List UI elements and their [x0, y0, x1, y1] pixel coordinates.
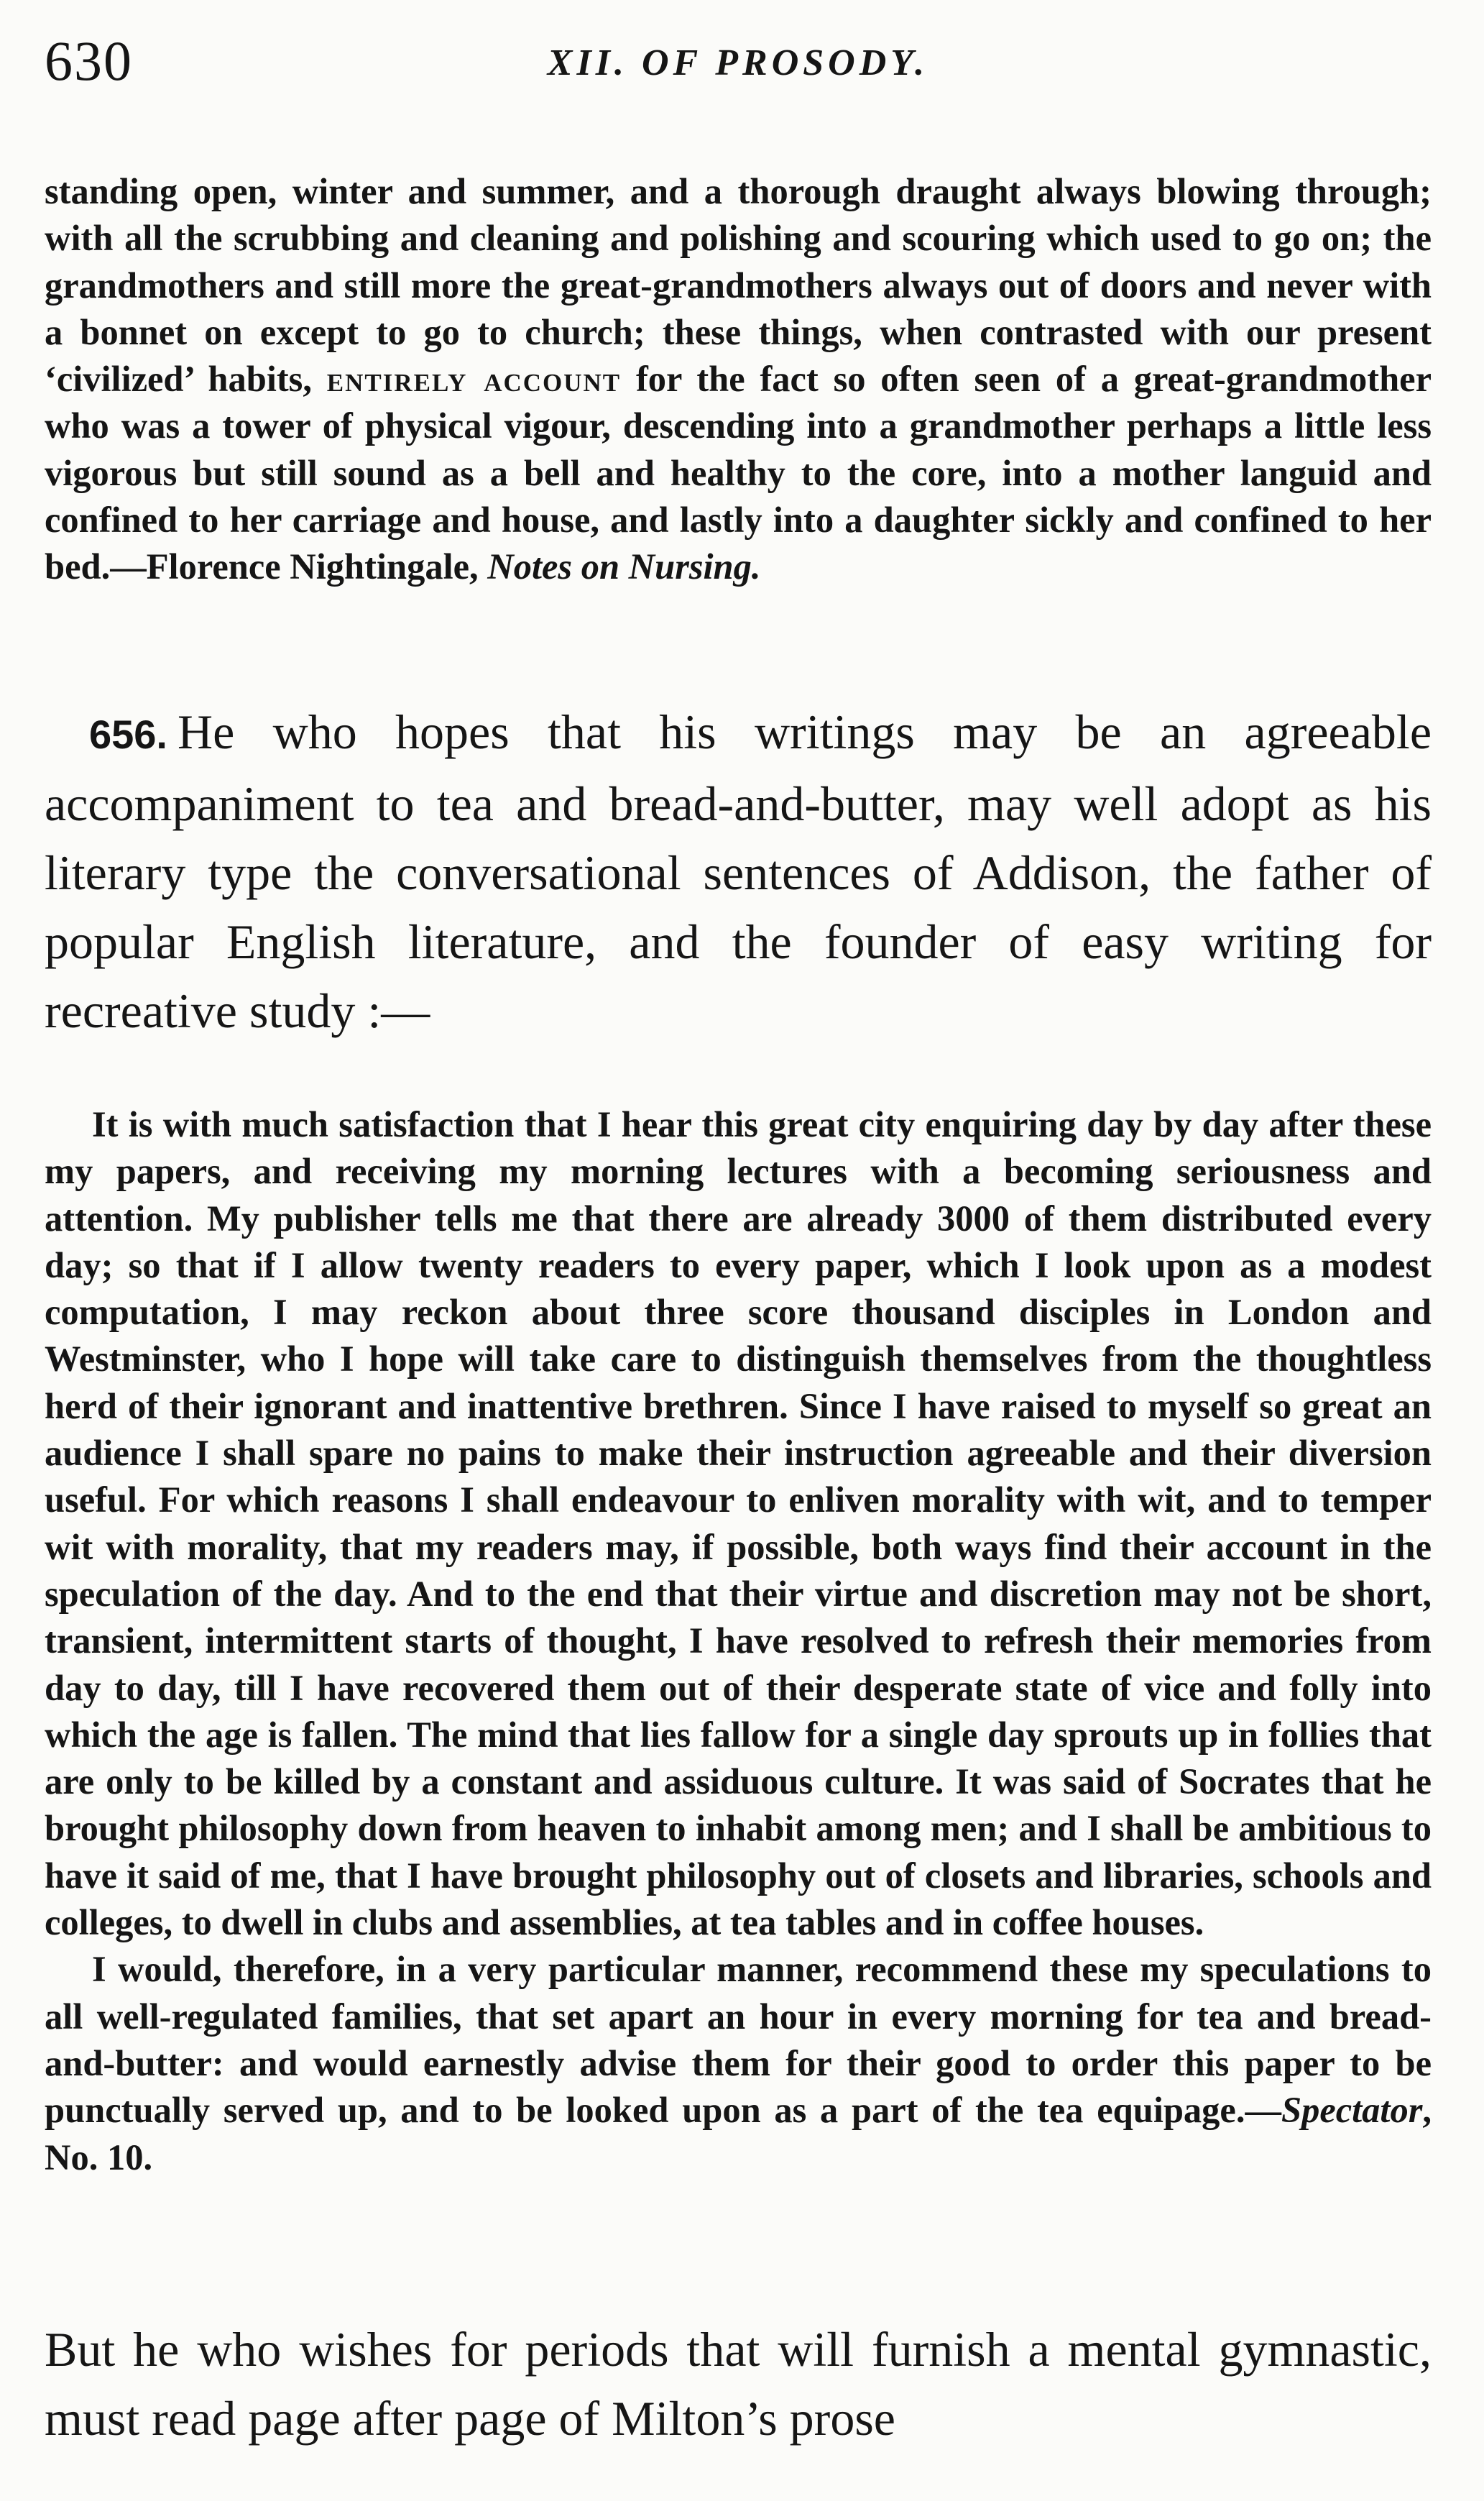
quote-paragraph: It is with much satisfaction that I hear this great city enquiring day by day after these my papers, and receiving my morning lectures with a becoming seriousness and attention. My publisher tells me that there are already 3000 of them distributed every day; so that if I allow twenty readers to every paper, which I look upon as a modest computation, I may reckon about three score thousand disciples in London and Westminster, who I hope will take care to distinguish themselves from the thoughtless herd of their ignorant and inattentive brethren. Since I have raised to myself so great an audience I shall spare no pains to make their instruction agreeable and their diversion useful. For which reasons I shall endeavour to enliven morality with wit, and to temper wit with morality, that my readers may, if possible, both ways find their account in the speculation of the day. And to the end that their virtue and discretion may not be short, transient, intermittent starts of thought, I have resolved to refresh their memories from day to day, till I have recovered them out of their desperate state of vice and folly into which the age is fallen. The mind that lies fallow for a single day sprouts up in follies that are only to be killed by a constant and assiduous culture. It was said of Socrates that he brought philosophy down from heaven to inhabit among men; and I shall be ambitious to have it said of me, that I have brought philosophy out of closets and libraries, schools and colleges, to dwell in clubs and assemblies, at tea tables and in coffee houses.	[45, 1104, 1432, 1943]
quote-text: for the fact so often seen of a great-grandmother who was a tower of physical vigour, descending into a grandmother perhaps a little less vigorous but still sound as a bell and healthy to the core, into a mother languid and confined to her carriage and house, and lastly into a daughter sickly and confined to her bed.—Florence Nightingale,	[45, 359, 1432, 587]
running-title: XII. OF PROSODY.	[547, 42, 929, 83]
spectator-quote	[45, 1101, 1432, 2181]
running-head	[45, 29, 1432, 115]
paragraph-text: He who hopes that his writings may be an agreeable accompaniment to tea and bread-and-butter, may well adopt as his literary type the conversational sentences of Addison, the father of popular English literature, and the founder of easy writing for recreative study :—	[45, 705, 1432, 1038]
source-title: Spectator	[1281, 2090, 1423, 2131]
quote-paragraph	[45, 1946, 1432, 2180]
paragraph-number: 656.	[89, 712, 167, 757]
source-issue: , No. 10.	[45, 2090, 1432, 2178]
closing-paragraph: But he who wishes for periods that will furnish a mental gymnastic, must read page after page of Milton’s prose	[45, 2322, 1432, 2446]
small-caps-phrase: entirely account	[326, 359, 622, 400]
quote-text: standing open, winter and summer, and a thorough draught always blowing through; with all the scrubbing and cleaning and polishing and scouring which used to go on; the grandmothers and still more the great-grandmothers always out of doors and never with a bonnet on except to go to church; these things, when contrasted with our present ‘civilized’ habits,	[45, 171, 1432, 400]
nightingale-quote	[45, 168, 1432, 591]
book-page	[45, 29, 1432, 2446]
quote-text: I would, therefore, in a very particular manner, recommend these my speculations to all well-regulated families, that set apart an hour in every morning for tea and bread-and-butter: and would earnestly advise them for their good to order this paper to be punctually served up, and to be looked upon as a part of the tea equipage.—	[45, 1949, 1432, 2131]
page-number: 630	[45, 29, 133, 92]
source-title: Notes on Nursing.	[487, 546, 761, 587]
paragraph-656	[45, 697, 1432, 1045]
